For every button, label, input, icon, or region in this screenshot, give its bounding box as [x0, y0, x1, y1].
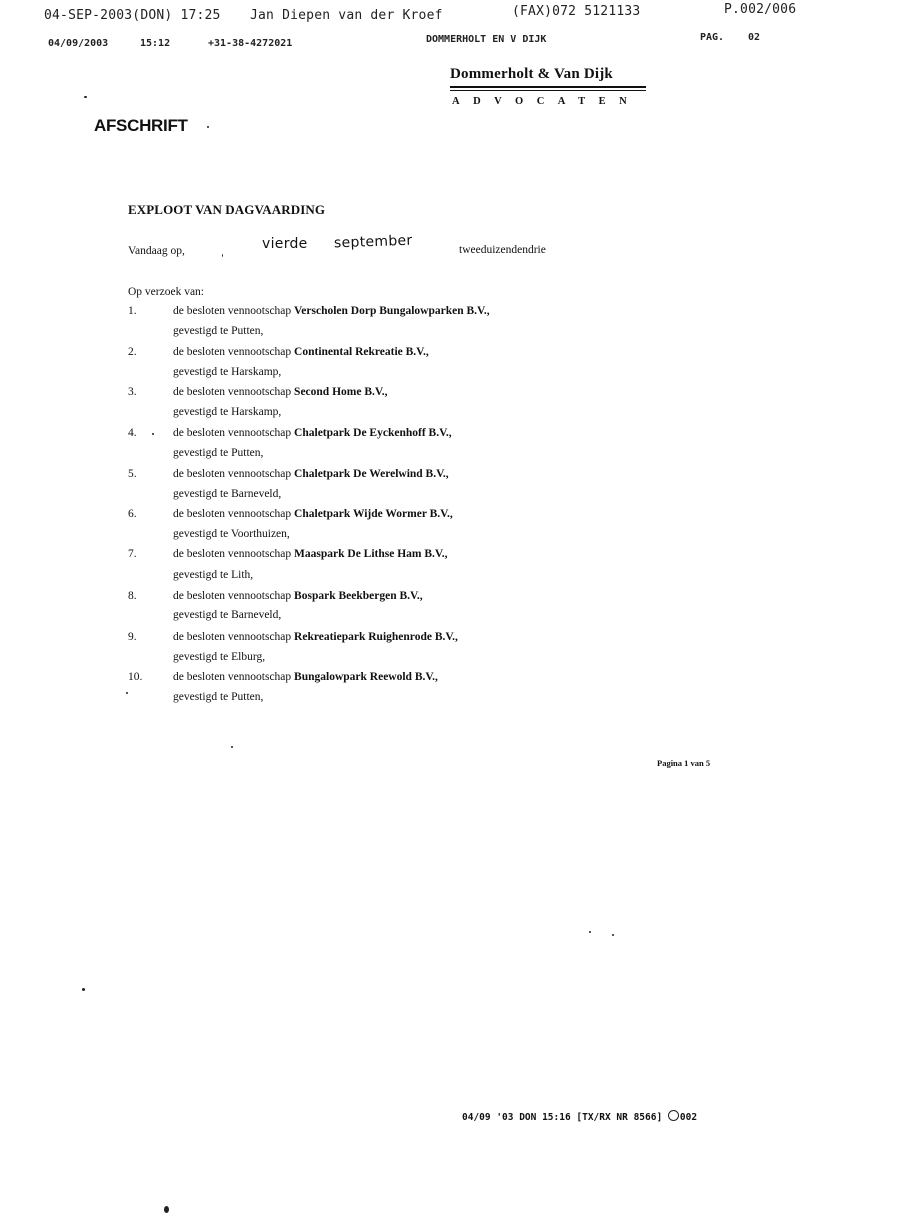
date-year: tweeduizendendrie	[459, 244, 546, 256]
party-number: 6.	[128, 508, 137, 520]
party-name: Second Home B.V.,	[294, 386, 388, 398]
party-name: Bospark Beekbergen B.V.,	[294, 590, 423, 602]
party-name: Continental Rekreatie B.V.,	[294, 346, 429, 358]
party-name: Chaletpark De Werelwind B.V.,	[294, 468, 449, 480]
party-prefix: de besloten vennootschap	[173, 548, 292, 560]
page-indicator: Pagina 1 van 5	[657, 758, 711, 768]
fax-subheader-page-label: PAG.	[700, 32, 725, 43]
fax-subheader-phone: +31-38-4272021	[208, 38, 293, 49]
scan-speck	[82, 988, 85, 991]
fax-footer-text: 04/09 '03 DON 15:16 [TX/RX NR 8566]	[462, 1112, 668, 1123]
party-line	[173, 346, 429, 358]
firm-logo-name: Dommerholt & Van Dijk	[450, 66, 613, 82]
party-name: Bungalowpark Reewold B.V.,	[294, 671, 438, 683]
party-line	[173, 548, 448, 560]
fax-header-number: (FAX)072 5121133	[512, 4, 641, 19]
party-prefix: de besloten vennootschap	[173, 631, 292, 643]
scan-speck	[612, 934, 614, 936]
scan-speck	[84, 96, 87, 98]
request-intro: Op verzoek van:	[128, 286, 204, 298]
document-title: EXPLOOT VAN DAGVAARDING	[128, 202, 326, 217]
party-seat: gevestigd te Harskamp,	[173, 366, 282, 378]
party-seat: gevestigd te Barneveld,	[173, 488, 282, 500]
party-number: 2.	[128, 346, 137, 358]
party-seat: gevestigd te Lith,	[173, 569, 254, 581]
party-seat: gevestigd te Putten,	[173, 447, 264, 459]
party-seat: gevestigd te Putten,	[173, 325, 264, 337]
fax-header-page: P.002/006	[724, 2, 797, 17]
fax-footer-circle-icon	[668, 1110, 679, 1121]
party-prefix: de besloten vennootschap	[173, 305, 292, 317]
date-prefix: Vandaag op,	[128, 245, 185, 257]
party-prefix: de besloten vennootschap	[173, 671, 292, 683]
scan-speck	[152, 433, 154, 435]
party-number: 3.	[128, 386, 137, 398]
fax-footer	[462, 1110, 697, 1123]
scan-speck	[126, 692, 128, 694]
party-seat: gevestigd te Harskamp,	[173, 406, 282, 418]
date-month-handwritten: september	[333, 232, 413, 252]
copy-stamp: AFSCHRIFT	[94, 116, 188, 135]
party-name: Chaletpark Wijde Wormer B.V.,	[294, 508, 453, 520]
party-line	[173, 508, 453, 520]
party-number: 9.	[128, 631, 137, 643]
party-line	[173, 305, 490, 317]
logo-rule-bottom	[450, 90, 646, 91]
party-number: 8.	[128, 590, 137, 602]
fax-header-sender: Jan Diepen van der Kroef	[250, 8, 443, 23]
firm-logo-subtitle: ADVOCATEN	[452, 96, 641, 107]
party-line	[173, 386, 387, 398]
party-seat: gevestigd te Elburg,	[173, 651, 266, 663]
party-line	[173, 631, 458, 643]
fax-subheader-sender: DOMMERHOLT EN V DIJK	[426, 34, 547, 45]
date-day-handwritten: vierde	[262, 236, 308, 252]
scan-speck	[231, 746, 233, 748]
party-number: 4.	[128, 427, 137, 439]
party-name: Maaspark De Lithse Ham B.V.,	[294, 548, 448, 560]
scan-speck	[164, 1206, 169, 1213]
party-name: Verscholen Dorp Bungalowparken B.V.,	[294, 305, 490, 317]
party-prefix: de besloten vennootschap	[173, 468, 292, 480]
scan-speck	[222, 254, 223, 257]
party-prefix: de besloten vennootschap	[173, 508, 292, 520]
party-seat: gevestigd te Barneveld,	[173, 609, 282, 621]
party-number: 1.	[128, 305, 137, 317]
party-number: 7.	[128, 548, 137, 560]
scan-speck	[207, 126, 209, 128]
party-seat: gevestigd te Voorthuizen,	[173, 528, 290, 540]
party-seat: gevestigd te Putten,	[173, 691, 264, 703]
party-number: 5.	[128, 468, 137, 480]
fax-footer-page: 002	[679, 1112, 698, 1123]
fax-subheader-page-number: 02	[748, 32, 761, 43]
party-line	[173, 427, 452, 439]
party-line	[173, 590, 423, 602]
party-prefix: de besloten vennootschap	[173, 386, 292, 398]
scan-speck	[589, 931, 591, 933]
party-prefix: de besloten vennootschap	[173, 346, 292, 358]
fax-subheader-time: 15:12	[140, 38, 171, 49]
party-line	[173, 468, 449, 480]
party-prefix: de besloten vennootschap	[173, 427, 292, 439]
party-number: 10.	[128, 671, 143, 683]
fax-header-datetime: 04-SEP-2003(DON) 17:25	[44, 8, 221, 23]
party-name: Chaletpark De Eyckenhoff B.V.,	[294, 427, 452, 439]
party-line	[173, 671, 438, 683]
fax-subheader-date: 04/09/2003	[48, 38, 109, 49]
party-prefix: de besloten vennootschap	[173, 590, 292, 602]
logo-rule-top	[450, 86, 646, 88]
party-name: Rekreatiepark Ruighenrode B.V.,	[294, 631, 458, 643]
